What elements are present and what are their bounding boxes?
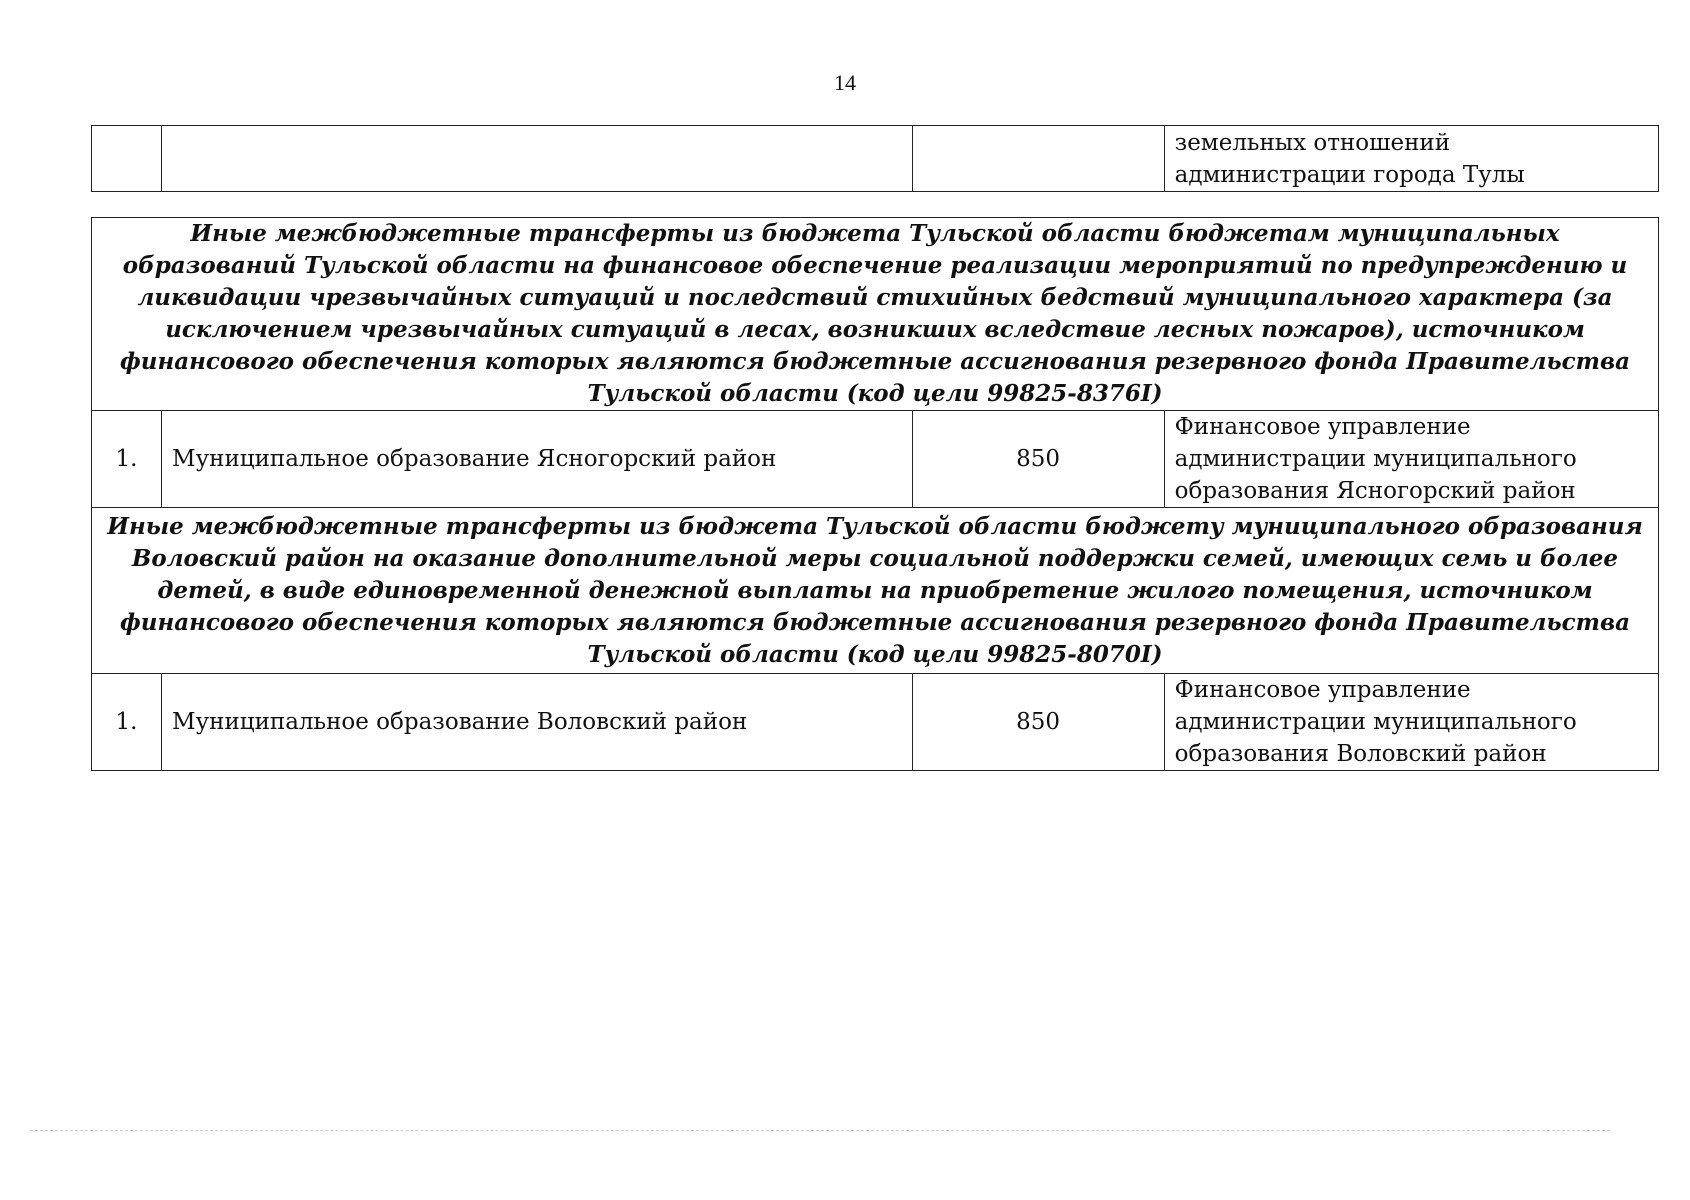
row-amount: 850 bbox=[912, 411, 1164, 508]
section-header: Иные межбюджетные трансферты из бюджета Тульской области бюджетам муниципальных образований Тульской области на финансовое обеспечение реализации мероприятий по предупреждению и ликвидации чрезвычайных ситуаций и последствий стихийных бедствий муниципального характера (за исключением чрезвычайных ситуаций в лесах, возникших вследствие лесных пожаров), источником финансового обеспечения которых являются бюджетные ассигнования резервного фонда Правительства Тульской области (код цели 99825-8376I) bbox=[92, 218, 1659, 411]
table-row bbox=[92, 126, 1659, 192]
section-header-row bbox=[92, 218, 1659, 411]
row-number: 1. bbox=[92, 674, 162, 771]
row-number: 1. bbox=[92, 411, 162, 508]
row-number bbox=[92, 126, 162, 192]
section-table-yasnogorsky bbox=[91, 217, 1659, 508]
row-administrator: Финансовое управление администрации муниципального образования Воловский район bbox=[1164, 674, 1658, 771]
row-recipient-name: Муниципальное образование Воловский район bbox=[162, 674, 912, 771]
row-amount: 850 bbox=[912, 674, 1164, 771]
table-row bbox=[92, 674, 1659, 771]
row-amount bbox=[912, 126, 1164, 192]
scan-artifact-line bbox=[30, 1130, 1610, 1131]
row-recipient-name: Муниципальное образование Ясногорский район bbox=[162, 411, 912, 508]
row-recipient-name bbox=[162, 126, 912, 192]
page-number: 14 bbox=[834, 70, 856, 95]
continuation-table bbox=[91, 125, 1659, 192]
row-administrator: земельных отношений администрации города Тулы bbox=[1164, 126, 1658, 192]
section-table-volovsky bbox=[91, 507, 1659, 771]
section-header-row bbox=[92, 508, 1659, 674]
table-row bbox=[92, 411, 1659, 508]
section-header: Иные межбюджетные трансферты из бюджета Тульской области бюджету муниципального образования Воловский район на оказание дополнительной меры социальной поддержки семей, имеющих семь и более детей, в виде единовременной денежной выплаты на приобретение жилого помещения, источником финансового обеспечения которых являются бюджетные ассигнования резервного фонда Правительства Тульской области (код цели 99825-8070I) bbox=[92, 508, 1659, 674]
row-administrator: Финансовое управление администрации муниципального образования Ясногорский район bbox=[1164, 411, 1658, 508]
